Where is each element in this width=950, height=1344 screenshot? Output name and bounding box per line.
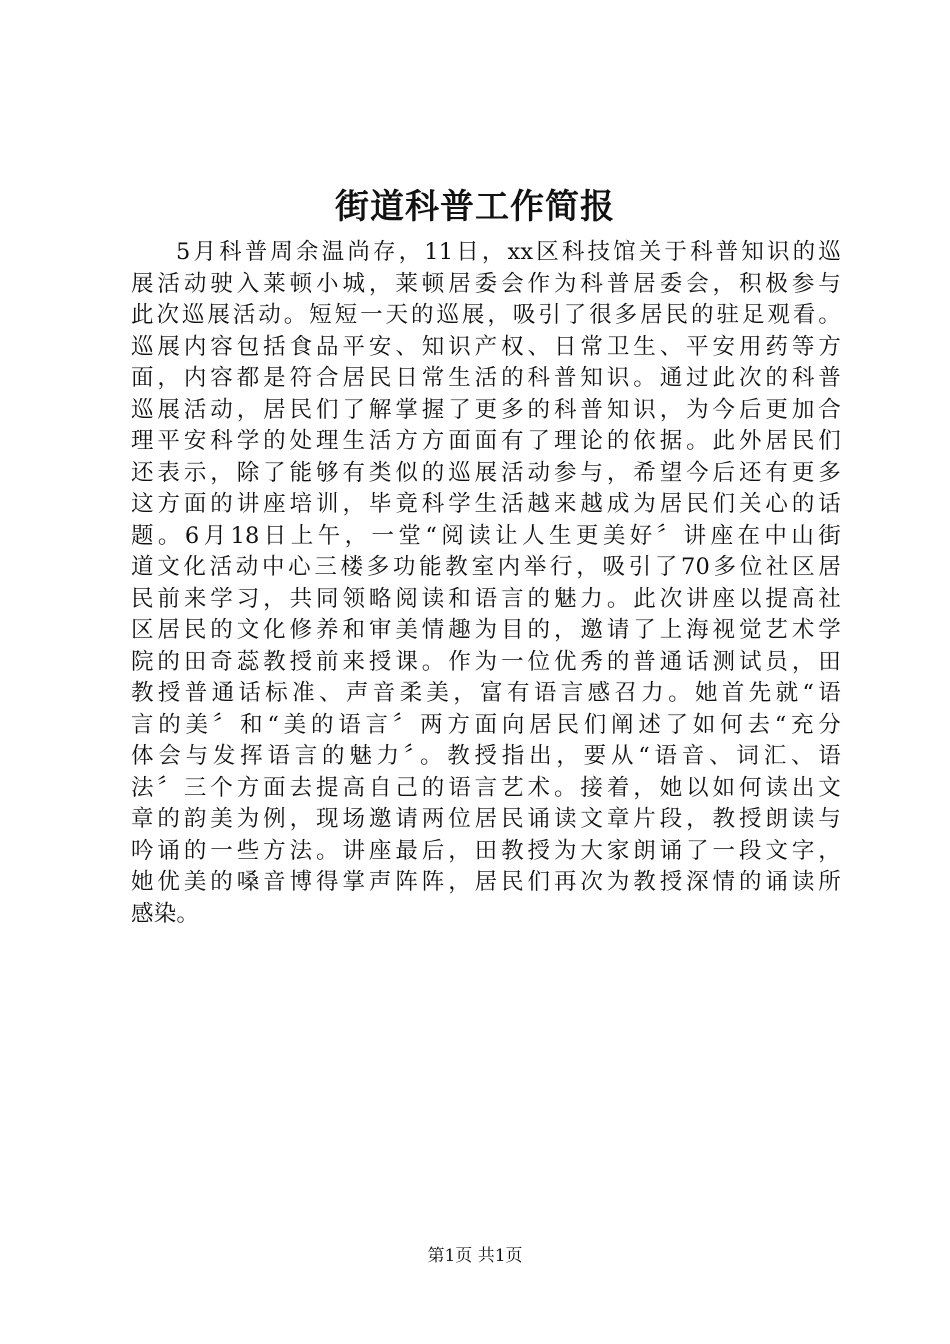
body-line: 民前来学习，共同领略阅读和语言的魅力。此次讲座以提高社 [131, 585, 841, 612]
body-line: 面，内容都是符合居民日常生活的科普知识。通过此次的科普 [131, 365, 841, 391]
body-line: 院的田奇蕊教授前来授课。作为一位优秀的普通话测试员，田 [131, 648, 841, 675]
body-line: 感染。 [131, 900, 200, 927]
body-line: 法〞三个方面去提高自己的语言艺术。接着，她以如何读出文 [131, 774, 841, 801]
document-body [131, 237, 841, 930]
body-line: 巡展活动，居民们了解掌握了更多的科普知识，为今后更加合 [131, 396, 841, 423]
body-line: 她优美的嗓音博得掌声阵阵，居民们再次为教授深情的诵读所 [131, 869, 841, 895]
body-line: 理平安科学的处理生活方方面面有了理论的依据。此外居民们 [131, 428, 841, 454]
body-line: 这方面的讲座培训，毕竟科学生活越来越成为居民们关心的话 [131, 491, 841, 517]
body-line: 区居民的文化修养和审美情趣为目的，邀请了上海视觉艺术学 [131, 617, 841, 643]
body-line: 此次巡展活动。短短一天的巡展，吸引了很多居民的驻足观看。 [131, 302, 841, 328]
body-line: 吟诵的一些方法。讲座最后，田教授为大家朗诵了一段文字， [131, 837, 841, 864]
body-line: 题。6月18日上午，一堂“阅读让人生更美好〞讲座在中山街 [131, 522, 841, 549]
body-line: 章的韵美为例，现场邀请两位居民诵读文章片段，教授朗读与 [131, 806, 841, 832]
body-line: 教授普通话标准、声音柔美，富有语言感召力。她首先就“语 [131, 680, 841, 706]
body-line: 还表示，除了能够有类似的巡展活动参与，希望今后还有更多 [131, 459, 841, 486]
page-number-footer: 第1页 共1页 [427, 1246, 523, 1266]
document-title: 街道科普工作简报 [335, 187, 615, 227]
body-line: 5月科普周余温尚存，11日，xx区科技馆关于科普知识的巡 [176, 239, 841, 265]
body-line: 道文化活动中心三楼多功能教室内举行，吸引了70多位社区居 [131, 554, 841, 580]
body-line: 巡展内容包括食品平安、知识产权、日常卫生、平安用药等方 [131, 333, 841, 360]
body-line: 展活动驶入莱顿小城，莱顿居委会作为科普居委会，积极参与 [131, 270, 841, 297]
body-line: 言的美〞和“美的语言〞两方面向居民们阐述了如何去“充分 [131, 711, 841, 738]
body-line: 体会与发挥语言的魅力〞。教授指出，要从“语音、词汇、语 [131, 743, 841, 769]
